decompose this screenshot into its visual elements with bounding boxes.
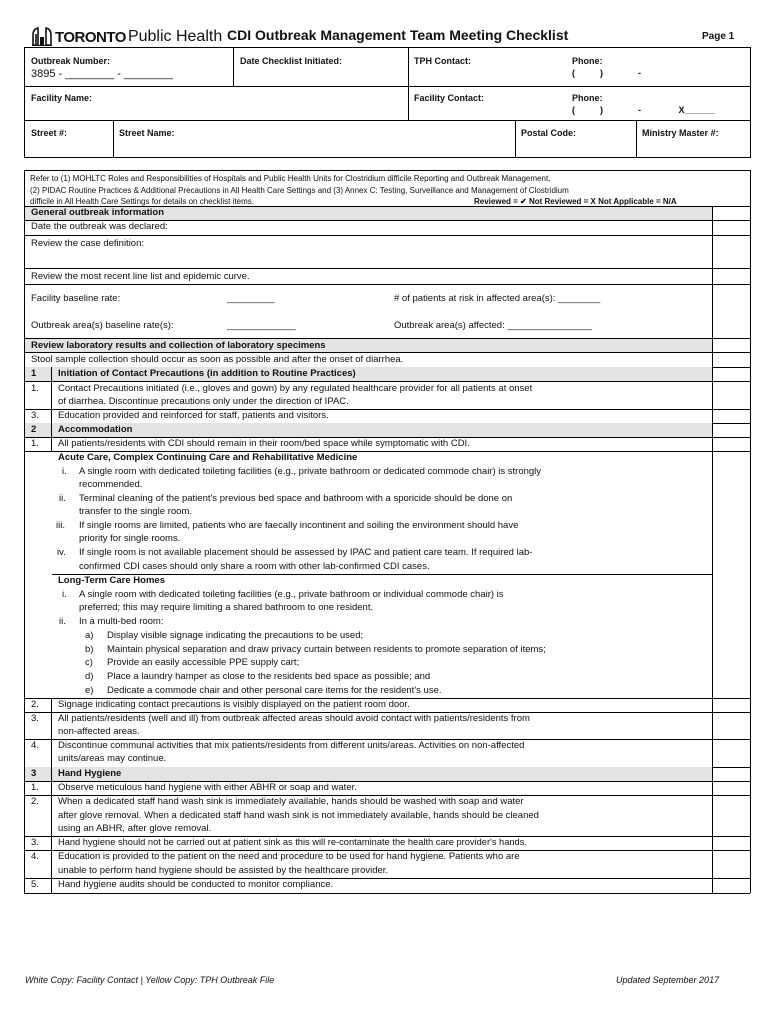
acute-iii-num: iii. [56,520,65,531]
s2-item-4-line-1: Discontinue communal activities that mix patients/residents from different units/areas. Activities on non-affected [58,740,525,751]
baseline-rate: Facility baseline rate: [31,293,121,304]
s3-item-3: Hand hygiene should not be carried out at patient sink as this will re-contaminate the health care provider's hands. [58,837,527,847]
case-definition: Review the case definition: [31,238,145,249]
acute-ii-line-1: Terminal cleaning of the patient's previous bed space and bathroom with a sporicide should be done on [79,493,513,504]
s2-item-2: Signage indicating contact precautions is visibly displayed on the patient room door. [58,699,410,710]
s3-item-5: Hand hygiene audits should be conducted to monitor compliance. [58,879,334,890]
acute-ii-num: ii. [59,493,66,504]
ltc-b: Maintain physical separation and draw privacy curtain between residents to promote separation of items; [107,644,546,655]
legend: Reviewed = ✔ Not Reviewed = X Not Applicable = N/A [474,197,677,206]
ltc-d: Place a laundry hamper as close to the residents bed space as possible; and [107,671,431,682]
acute-i-line-1: A single room with dedicated toileting facilities (e.g., private bathroom or dedicated commode chair) is strongly [79,466,542,477]
line-list: Review the most recent line list and epidemic curve. [31,271,250,282]
street-number-label: Street #: [31,128,68,138]
s3-item-1-num: 1. [31,782,39,793]
baseline-rate-field[interactable]: _________ [227,293,275,304]
s2-item-2-num: 2. [31,699,39,710]
phone2-label: Phone: [572,93,603,103]
ltc-i-line-2: preferred; this may require limiting a shared bathroom to one resident. [79,602,374,613]
tph-contact-label: TPH Contact: [414,56,471,66]
acute-iii-line-1: If single rooms are limited, patients who are faecally incontinent and soiling the environment should have [79,520,519,531]
intro-line-3: difficile in All Health Care Settings for details on checklist items. [30,197,254,206]
intro-line-2: (2) PIDAC Routine Practices & Additional Precautions in All Health Care Settings and (3) Annex C: Testing, Surveillance and Management of Clostridium [30,185,569,195]
ltc-i-num: i. [62,589,67,600]
section-2-heading: Accommodation [58,424,133,435]
ltc-b-num: b) [85,644,94,655]
ltc-i-line-1: A single room with dedicated toileting facilities (e.g., private bathroom or individual commode chair) is [79,589,504,600]
section-3-heading: Hand Hygiene [58,768,122,779]
s2-item-1: All patients/residents with CDI should remain in their room/bed space while symptomatic with CDI. [58,438,470,449]
logo [32,22,222,46]
intro-text [30,173,742,208]
outbreak-number-field[interactable]: 3895 - ________ - ________ [31,68,173,80]
phone2-field[interactable]: ( ) - X______ [572,105,715,115]
footer-left: White Copy: Facility Contact | Yellow Copy: TPH Outbreak File [25,975,275,985]
acute-iv-line-2: confirmed CDI cases should only share a room with other lab-confirmed CDI cases. [79,561,430,572]
s1-item-1-line-2: of diarrhea. Discontinue precautions only under the direction of IPAC. [58,396,349,407]
s3-item-2-line-3: using an ABHR, after glove removal. [58,823,212,834]
ltc-e-num: e) [85,685,94,696]
s3-item-2-num: 2. [31,796,39,807]
phone-field[interactable]: ( ) - [572,68,642,78]
street-name-label: Street Name: [119,128,175,138]
acute-i-line-2: recommended. [79,479,143,490]
page-number: Page 1 [702,31,735,42]
intro-line-1: Refer to (1) MOHLTC Roles and Responsibilities of Hospitals and Public Health Units for Clostridium difficile Reporting and Outbreak Management, [30,174,551,183]
area-baseline: Outbreak area(s) baseline rate(s): [31,320,174,331]
ministry-master-label: Ministry Master #: [642,128,719,138]
facility-contact-label: Facility Contact: [414,93,485,103]
lab-heading: Review laboratory results and collection of laboratory specimens [25,339,712,353]
postal-code-label: Postal Code: [521,128,577,138]
section-3-number: 3 [31,768,37,779]
ltc-d-num: d) [85,671,94,682]
area-baseline-field[interactable]: _____________ [227,320,296,331]
general-heading: General outbreak information [25,206,712,220]
s1-item-3: Education provided and reinforced for staff, patients and visitors. [58,410,329,421]
s1-item-1-num: 1. [31,383,39,394]
section-1-number: 1 [31,368,37,379]
s1-item-1-line-1: Contact Precautions initiated (i.e., gloves and gown) by any regulated healthcare provider for all patients at onset [58,383,533,394]
date-declared: Date the outbreak was declared: [31,221,168,232]
ltc-a: Display visible signage indicating the precautions to be used; [107,630,364,641]
ltc-e: Dedicate a commode chair and other personal care items for the resident's use. [107,685,442,696]
section-1-heading: Initiation of Contact Precautions (in addition to Routine Practices) [58,368,356,379]
facility-name-label: Facility Name: [31,93,93,103]
ltc-ii: In a multi-bed room: [79,616,164,627]
s3-item-4-num: 4. [31,851,39,862]
footer-right: Updated September 2017 [616,975,720,985]
ltc-heading: Long-Term Care Homes [58,575,165,586]
s3-item-4-line-2: unable to perform hand hygiene should be assisted by the healthcare provider. [58,865,389,876]
phone-label: Phone: [572,56,603,66]
s2-item-3-line-2: non-affected areas. [58,726,140,737]
acute-ii-line-2: transfer to the single room. [79,506,192,517]
acute-i-num: i. [62,466,67,477]
s3-item-2-line-1: When a dedicated staff hand wash sink is immediately available, hands should be washed with soap and water [58,796,524,807]
s3-item-4-line-1: Education is provided to the patient on the need and procedure to be used for hand hygiene. Patients who are [58,851,520,862]
ltc-a-num: a) [85,630,94,641]
s3-item-1: Observe meticulous hand hygiene with either ABHR or soap and water. [58,782,357,793]
outbreak-number-label: Outbreak Number: [31,56,111,66]
s3-item-2-line-2: after glove removal. When a dedicated staff hand wash sink is not immediately available, hands should be cleaned [58,810,539,821]
toronto-city-hall-icon [32,26,52,46]
section-3-heading-bg [25,767,712,781]
acute-iv-num: iv. [57,547,66,558]
stool-collection: Stool sample collection should occur as soon as possible and after the onset of diarrhea. [31,354,404,365]
s3-item-5-num: 5. [31,879,39,890]
page-title: CDI Outbreak Management Team Meeting Checklist [227,27,569,43]
s2-item-3-line-1: All patients/residents (well and ill) from outbreak affected areas should avoid contact with patients/residents from [58,713,530,724]
patients-at-risk[interactable]: # of patients at risk in affected area(s): ________ [394,293,601,304]
s2-item-1-num: 1. [31,438,39,449]
logo-public-health: Public Health [127,28,223,45]
s1-item-3-num: 3. [31,410,39,421]
date-initiated-label: Date Checklist Initiated: [240,56,343,66]
ltc-c-num: c) [85,657,93,668]
ltc-c: Provide an easily accessible PPE supply cart; [107,657,300,668]
acute-care-heading: Acute Care, Complex Continuing Care and Rehabilitative Medicine [58,452,358,463]
logo-toronto: TORONTO [55,29,126,46]
section-2-number: 2 [31,424,37,435]
s2-item-4-num: 4. [31,740,39,751]
s2-item-4-line-2: units/areas may continue. [58,753,167,764]
acute-iii-line-2: priority for single rooms. [79,533,181,544]
s2-item-3-num: 3. [31,713,39,724]
acute-iv-line-1: If single room is not available placement should be assessed by IPAC and patient care team. If required lab- [79,547,533,558]
s3-item-3-num: 3. [31,837,39,848]
areas-affected[interactable]: Outbreak area(s) affected: ________________ [394,320,592,331]
ltc-ii-num: ii. [59,616,66,627]
